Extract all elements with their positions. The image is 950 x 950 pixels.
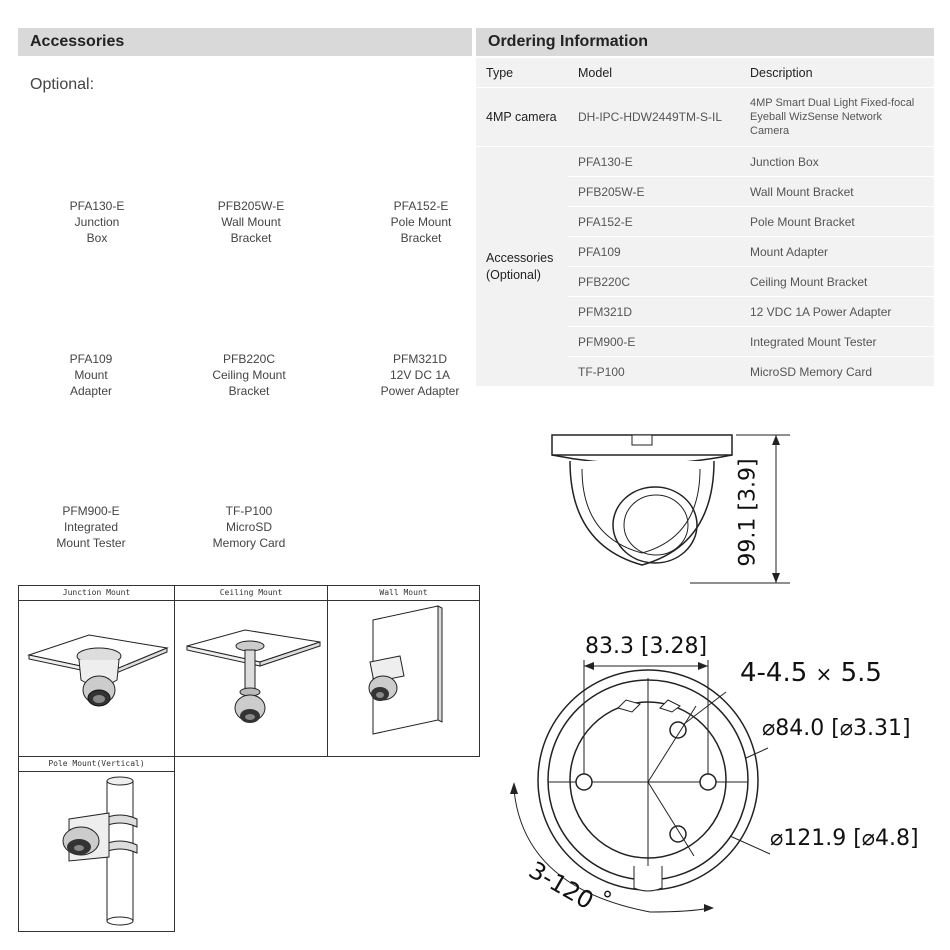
accessory-label-pfa152e: PFA152-E Pole Mount Bracket — [390, 199, 452, 245]
accessory-label-pfm900e: PFM900-E Integrated Mount Tester — [56, 504, 126, 550]
accessories-header: Accessories — [18, 28, 472, 56]
wall-mount-title: Wall Mount — [328, 586, 479, 601]
description-cell: 12 VDC 1A Power Adapter — [740, 297, 934, 327]
model-cell: PFA152-E — [568, 207, 740, 237]
description-cell: Junction Box — [740, 147, 934, 177]
accessory-label-pfa109: PFA109 Mount Adapter — [69, 352, 113, 398]
accessory-label-pfb205we: PFB205W-E Wall Mount Bracket — [217, 199, 285, 245]
description-cell: Pole Mount Bracket — [740, 207, 934, 237]
model-cell: TF-P100 — [568, 357, 740, 387]
model-cell: PFA109 — [568, 237, 740, 267]
angle-dimension: 3-120 — [524, 856, 599, 916]
description-cell: Integrated Mount Tester — [740, 327, 934, 357]
pole-mount-drawing — [19, 771, 174, 931]
model-cell: PFB220C — [568, 267, 740, 297]
hole-depth: 5.5 — [840, 658, 882, 688]
degree-sign: ° — [602, 888, 613, 913]
description-cell: Mount Adapter — [740, 237, 934, 267]
ordering-header: Ordering Information — [476, 28, 934, 56]
height-dimension-box — [724, 456, 784, 566]
junction-mount-cell — [18, 585, 175, 757]
times-sign: × — [815, 662, 833, 686]
column-header-type: Type — [476, 58, 568, 88]
type-cell: 4MP camera — [476, 88, 568, 147]
ceiling-mount-title: Ceiling Mount — [175, 586, 327, 601]
model-cell: PFM321D — [568, 297, 740, 327]
model-cell: DH-IPC-HDW2449TM-S-IL — [568, 88, 740, 147]
wall-mount-cell — [327, 585, 480, 757]
description-cell: 4MP Smart Dual Light Fixed-focal Eyeball WizSense Network Camera — [740, 88, 934, 147]
model-cell: PFA130-E — [568, 147, 740, 177]
hole-count-dimension — [740, 658, 882, 688]
accessory-label-pfb220c: PFB220C Ceiling Mount Bracket — [212, 352, 286, 398]
pole-mount-title: Pole Mount(Vertical) — [19, 757, 174, 772]
ceiling-mount-cell — [174, 585, 328, 757]
column-header-description: Description — [740, 58, 934, 88]
type-cell-accessories: Accessories (Optional) — [476, 147, 568, 387]
junction-mount-title: Junction Mount — [19, 586, 174, 601]
model-cell: PFM900-E — [568, 327, 740, 357]
ordering-table — [476, 58, 934, 387]
accessory-label-pfa130e: PFA130-E Junction Box — [69, 199, 125, 245]
table-header-row — [476, 58, 934, 88]
outer-diameter-dimension: ⌀121.9 [⌀4.8] — [770, 826, 919, 851]
description-cell: Ceiling Mount Bracket — [740, 267, 934, 297]
inner-diameter-dimension: ⌀84.0 [⌀3.31] — [762, 716, 911, 741]
wall-mount-drawing — [328, 600, 479, 756]
hole-size: 4-4.5 — [740, 658, 808, 688]
description-cell: MicroSD Memory Card — [740, 357, 934, 387]
optional-label: Optional: — [30, 76, 95, 93]
height-dimension: 99.1 [3.9] — [735, 458, 761, 567]
column-header-model: Model — [568, 58, 740, 88]
pole-mount-cell — [18, 756, 175, 932]
table-row — [476, 88, 934, 147]
model-cell: PFB205W-E — [568, 177, 740, 207]
description-cell: Wall Mount Bracket — [740, 177, 934, 207]
table-row — [476, 147, 934, 177]
accessory-label-tfp100: TF-P100 MicroSD Memory Card — [212, 504, 286, 550]
hole-spacing-dimension: 83.3 [3.28] — [585, 634, 708, 659]
junction-mount-drawing — [19, 600, 174, 756]
ceiling-mount-drawing — [175, 600, 327, 756]
accessory-label-pfm321d: PFM321D 12V DC 1A Power Adapter — [380, 352, 460, 398]
